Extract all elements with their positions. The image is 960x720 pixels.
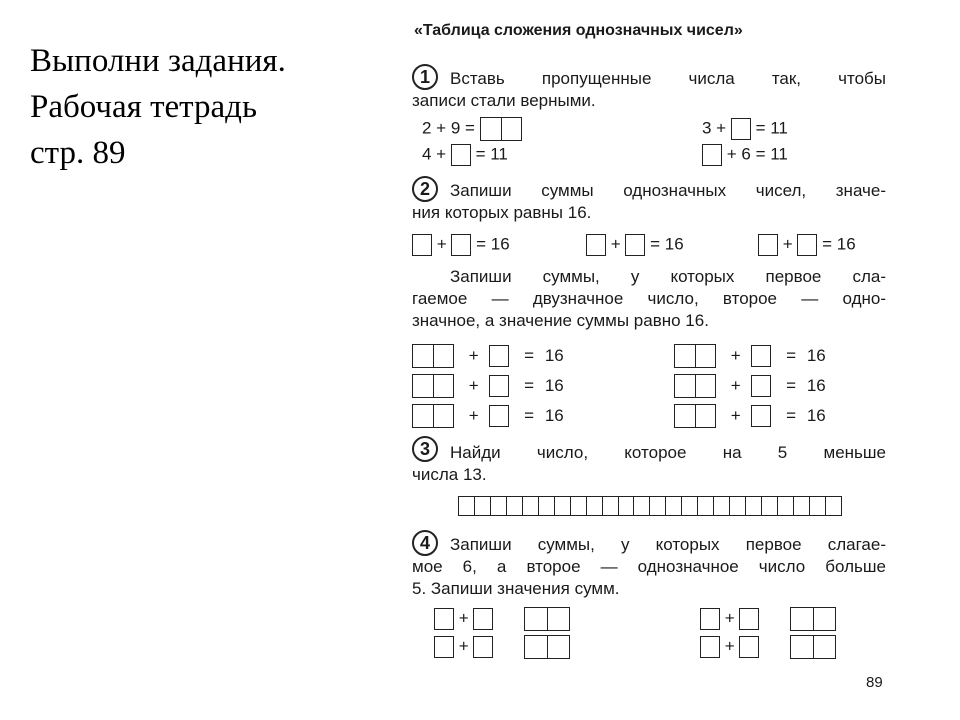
plus-sign: + — [468, 405, 479, 425]
answer-box[interactable] — [489, 345, 509, 367]
eq-text: 4 + — [422, 144, 447, 164]
page-number: 89 — [866, 674, 883, 691]
task-4-sum — [700, 606, 836, 631]
answer-box[interactable] — [451, 234, 471, 256]
answer-box[interactable] — [739, 636, 759, 658]
answer-box[interactable] — [751, 405, 771, 427]
answer-box[interactable] — [751, 345, 771, 367]
task-2-number: 2 — [412, 176, 438, 202]
task-2-sum-2 — [586, 232, 684, 257]
sum-value: 16 — [544, 375, 564, 395]
eq-text: = 16 — [650, 234, 684, 254]
eq-text: = 16 — [476, 234, 510, 254]
page-title: «Таблица сложения однозначных чисел» — [414, 22, 743, 39]
answer-box[interactable] — [489, 405, 509, 427]
equals-sign: = — [786, 375, 797, 395]
plus-sign: + — [468, 375, 479, 395]
plus-sign: + — [730, 345, 741, 365]
answer-box[interactable] — [434, 608, 454, 630]
answer-box-double[interactable] — [674, 344, 716, 368]
equals-sign: = — [524, 375, 535, 395]
plus-sign: + — [730, 405, 741, 425]
answer-box-double[interactable] — [524, 635, 570, 659]
task-2b-row — [674, 373, 826, 398]
answer-box[interactable] — [731, 118, 751, 140]
equals-sign: = — [786, 345, 797, 365]
eq-text: 2 + 9 = — [422, 118, 475, 138]
task-2b-row — [412, 373, 564, 398]
answer-box[interactable] — [434, 636, 454, 658]
answer-box[interactable] — [473, 608, 493, 630]
task-1-equation-3 — [422, 142, 508, 167]
answer-box[interactable] — [586, 234, 606, 256]
task-2b-row — [412, 403, 564, 428]
answer-box[interactable] — [739, 608, 759, 630]
eq-text: = 16 — [822, 234, 856, 254]
sum-value: 16 — [806, 405, 826, 425]
task-1-text-line-1: Вставь пропущенные числа так, чтобы — [450, 69, 886, 88]
eq-text: = 11 — [755, 118, 788, 138]
answer-box[interactable] — [625, 234, 645, 256]
plus-sign: + — [724, 636, 735, 656]
task-2b-row — [674, 343, 826, 368]
task-4-sum — [434, 634, 570, 659]
task-3-number: 3 — [412, 436, 438, 462]
task-2b-text-line-2: гаемое — двузначное число, второе — одно- — [412, 289, 886, 308]
answer-box[interactable] — [473, 636, 493, 658]
answer-box[interactable] — [797, 234, 817, 256]
equals-sign: = — [524, 345, 535, 365]
answer-box-double[interactable] — [480, 117, 522, 141]
task-2-text-line-2: ния которых равны 16. — [412, 203, 592, 222]
answer-box-double[interactable] — [790, 607, 836, 631]
task-1-equation-4 — [702, 142, 788, 167]
task-1-equation-2 — [702, 116, 788, 141]
task-2-sum-1 — [412, 232, 510, 257]
plus-sign: + — [468, 345, 479, 365]
equals-sign: = — [786, 405, 797, 425]
sum-value: 16 — [544, 405, 564, 425]
answer-box-double[interactable] — [412, 404, 454, 428]
sum-value: 16 — [806, 345, 826, 365]
task-2b-text-line-3: значное, а значение суммы равно 16. — [412, 311, 709, 330]
answer-box-double[interactable] — [674, 374, 716, 398]
task-1-number: 1 — [412, 64, 438, 90]
answer-box-double[interactable] — [790, 635, 836, 659]
eq-text: 3 + — [702, 118, 727, 138]
plus-sign: + — [458, 636, 469, 656]
task-2-sum-3 — [758, 232, 856, 257]
answer-box[interactable] — [451, 144, 471, 166]
answer-box[interactable] — [700, 608, 720, 630]
answer-box-double[interactable] — [412, 344, 454, 368]
sum-value: 16 — [544, 345, 564, 365]
task-4-number: 4 — [412, 530, 438, 556]
slide-instructions — [30, 38, 286, 176]
task-1-text-line-2: записи стали верными. — [412, 91, 596, 110]
answer-box-double[interactable] — [524, 607, 570, 631]
plus-sign: + — [730, 375, 741, 395]
slide-line-2: Рабочая тетрадь — [30, 89, 257, 125]
answer-box[interactable] — [412, 234, 432, 256]
slide-line-3: стр. 89 — [30, 135, 126, 171]
answer-box[interactable] — [751, 375, 771, 397]
plus-sign: + — [724, 608, 735, 628]
task-4-text-line-3: 5. Запиши значения сумм. — [412, 579, 620, 598]
answer-box-double[interactable] — [674, 404, 716, 428]
plus-sign: + — [610, 234, 621, 254]
task-4-sum — [434, 606, 570, 631]
task-2-text-line-1: Запиши суммы однозначных чисел, значе- — [450, 181, 886, 200]
workbook-page — [400, 0, 900, 720]
eq-text: + 6 = 11 — [726, 144, 788, 164]
answer-cell-strip[interactable] — [458, 496, 842, 516]
slide-line-1: Выполни задания. — [30, 43, 286, 79]
answer-box[interactable] — [758, 234, 778, 256]
plus-sign: + — [458, 608, 469, 628]
eq-text: = 11 — [475, 144, 508, 164]
answer-box-double[interactable] — [412, 374, 454, 398]
task-4-sum — [700, 634, 836, 659]
sum-value: 16 — [806, 375, 826, 395]
task-1-equation-1 — [422, 116, 522, 141]
task-2b-row — [412, 343, 564, 368]
answer-box[interactable] — [489, 375, 509, 397]
equals-sign: = — [524, 405, 535, 425]
task-2b-text-line-1: Запиши суммы, у которых первое сла- — [450, 267, 886, 286]
task-4-text-line-2: мое 6, а второе — однозначное число больше — [412, 557, 886, 576]
task-4-text-line-1: Запиши суммы, у которых первое слагае- — [450, 535, 886, 554]
plus-sign: + — [782, 234, 793, 254]
task-3-text-line-2: числа 13. — [412, 465, 487, 484]
answer-box[interactable] — [702, 144, 722, 166]
answer-box[interactable] — [700, 636, 720, 658]
task-3-text-line-1: Найди число, которое на 5 меньше — [450, 443, 886, 462]
task-2b-row — [674, 403, 826, 428]
plus-sign: + — [436, 234, 447, 254]
